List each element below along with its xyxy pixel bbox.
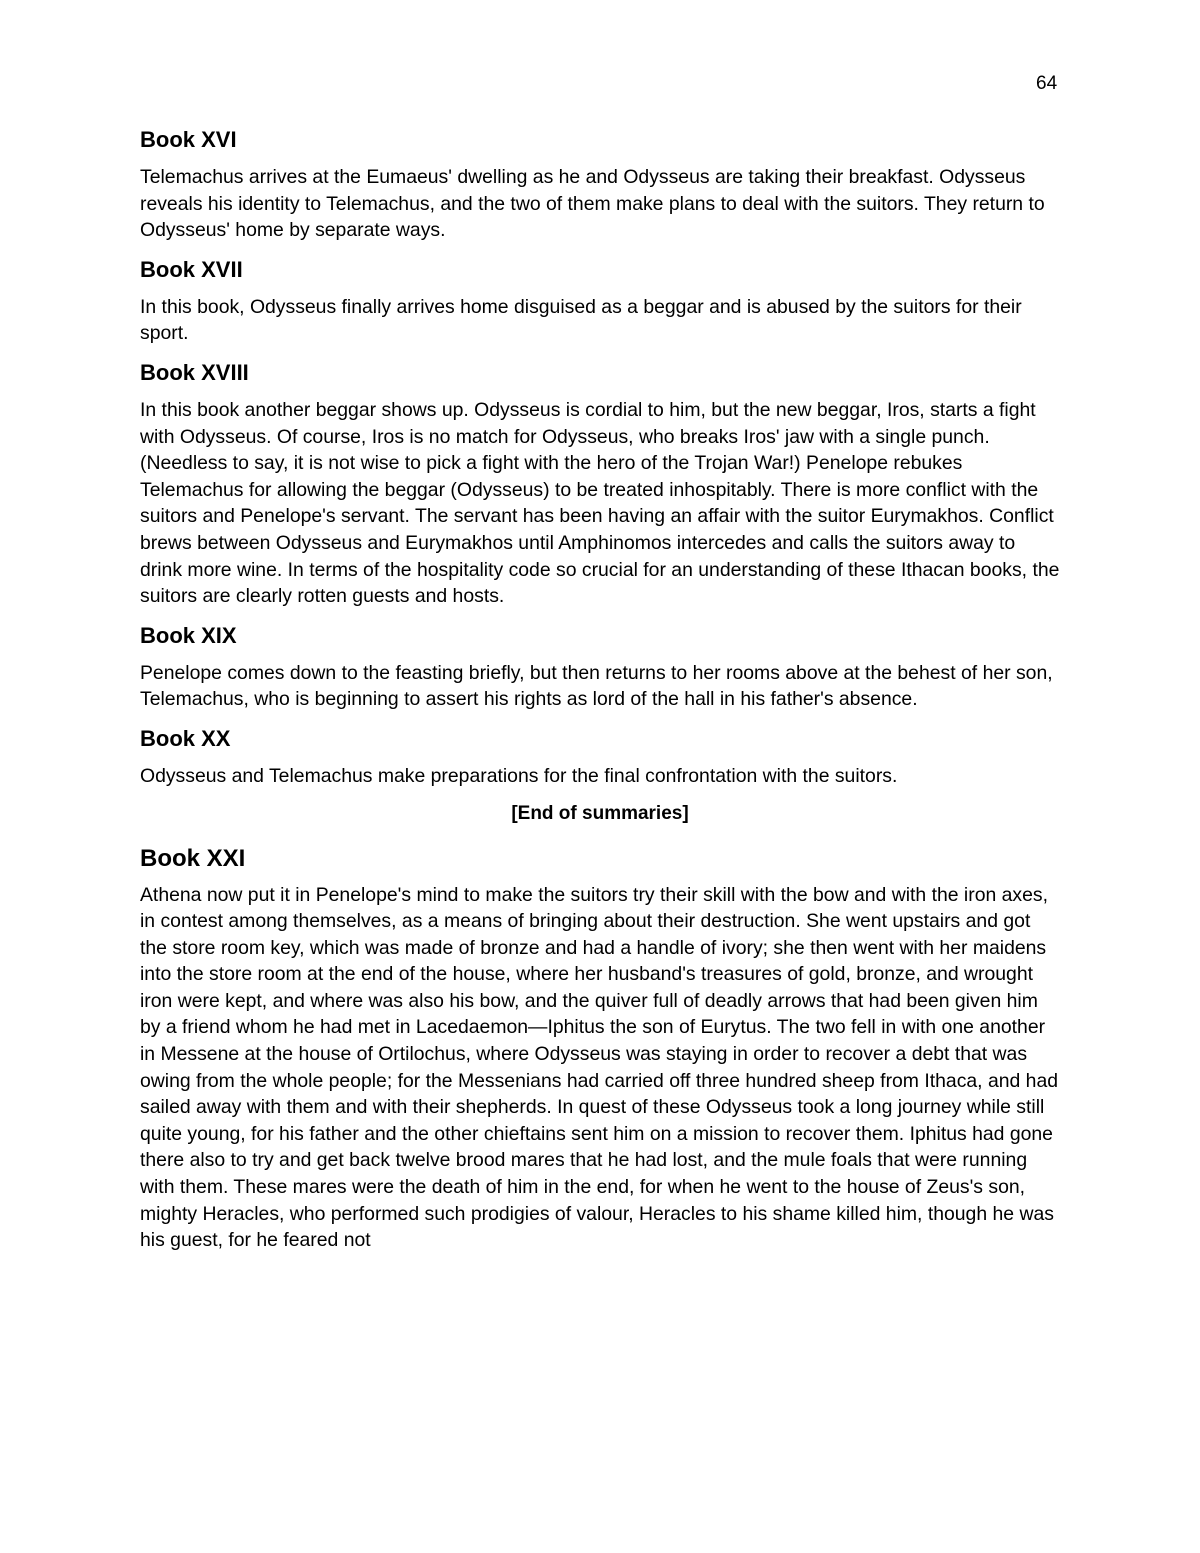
- document-content: [140, 126, 1060, 1266]
- section-body: In this book another beggar shows up. Odysseus is cordial to him, but the new beggar, Iros, starts a fight with Odysseus. Of course, Iros is no match for Odysseus, who breaks Iros' jaw with a single punch. (Needless to say, it is not wise to pick a fight with the hero of the Trojan War!) Penelope rebukes Telemachus for allowing the beggar (Odysseus) to be treated inhospitably. There is more conflict with the suitors and Penelope's servant. The servant has been having an affair with the suitor Eurymakhos. Conflict brews between Odysseus and Eurymakhos until Amphinomos intercedes and calls the suitors away to drink more wine. In terms of the hospitality code so crucial for an understanding of these Ithacan books, the suitors are clearly rotten guests and hosts.: [140, 398, 1060, 608]
- section-body: Penelope comes down to the feasting briefly, but then returns to her rooms above at the behest of her son, Telemachus, who is beginning to assert his rights as lord of the hall in his father's absence.: [140, 661, 1053, 711]
- summary-section: [140, 126, 1060, 244]
- section-heading: Book XX: [140, 725, 231, 751]
- section-body: In this book, Odysseus finally arrives home disguised as a beggar and is abused by the suitors for their sport.: [140, 295, 1022, 345]
- summary-section: [140, 256, 1060, 347]
- section-heading: Book XVIII: [140, 359, 249, 385]
- section-body: Telemachus arrives at the Eumaeus' dwelling as he and Odysseus are taking their breakfast. Odysseus reveals his identity to Telemachus, and the two of them make plans to deal with the suitors. They return to Odysseus' home by separate ways.: [140, 166, 1045, 242]
- main-section-body: Athena now put it in Penelope's mind to make the suitors try their skill with the bow and with the iron axes, in contest among themselves, as a means of bringing about their destruction. She went upstairs and got the store room key, which was made of bronze and had a handle of ivory; she then went with her maidens into the store room at the end of the house, where her husband's treasures of gold, bronze, and wrought iron were kept, and where was also his bow, and the quiver full of deadly arrows that had been given him by a friend whom he had met in Lacedaemon—Iphitus the son of Eurytus. The two fell in with one another in Messene at the house of Ortilochus, where Odysseus was staying in order to recover a debt that was owing from the whole people; for the Messenians had carried off three hundred sheep from Ithaca, and had sailed away with them and with their shepherds. In quest of these Odysseus took a long journey while still quite young, for his father and the other chieftains sent him on a mission to recover them. Iphitus had gone there also to try and get back twelve brood mares that he had lost, and the mule foals that were running with them. These mares were the death of him in the end, for when he went to the house of Zeus's son, mighty Heracles, who performed such prodigies of valour, Heracles to his shame killed him, though he was his guest, for he feared not: [140, 883, 1059, 1252]
- main-section-heading: Book XXI: [140, 844, 246, 872]
- summary-section: [140, 622, 1060, 713]
- main-section: [140, 844, 1060, 1254]
- page-number: 64: [1036, 73, 1058, 94]
- section-heading: Book XVII: [140, 256, 243, 282]
- section-heading: Book XIX: [140, 622, 237, 648]
- summary-section: [140, 725, 1060, 790]
- end-of-summaries-marker: [End of summaries]: [511, 802, 689, 824]
- section-body: Odysseus and Telemachus make preparations for the final confrontation with the suitors.: [140, 764, 898, 787]
- summary-section: [140, 359, 1060, 610]
- section-heading: Book XVI: [140, 127, 237, 152]
